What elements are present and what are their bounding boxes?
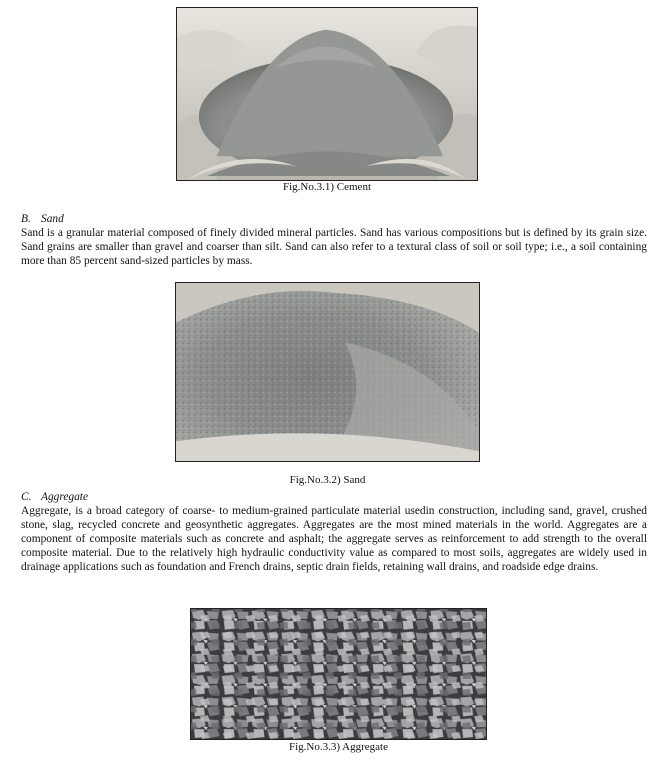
section-title: Sand [41,213,64,225]
figure-caption-cement: Fig.No.3.1) Cement [283,181,371,193]
section-body-aggregate: Aggregate, is a broad category of coarse- to medium-grained particulate material usedin construction, including sand, gravel, crushed stone, slag, recycled concrete and geosynthetic aggregates. Aggregates are the most mined materials in the world. Aggregates are a component of composite materials such as concrete and asphalt; the aggregate serves as reinforcement to add strength to the overall composite material. Due to the relatively high hydraulic conductivity value as compared to most soils, aggregates are widely used in drainage applications such as foundation and French drains, septic drain fields, retaining wall drains, and roadside edge drains. [21,505,647,573]
figure-caption-aggregate: Fig.No.3.3) Aggregate [289,741,388,753]
sand-figure-image [175,282,480,462]
section-letter: B. [21,213,31,225]
cement-figure-image [176,7,478,181]
figure-caption-sand: Fig.No.3.2) Sand [289,474,366,486]
section-heading-sand [21,212,64,226]
section-title: Aggregate [41,491,89,503]
section-body-sand: Sand is a granular material composed of finely divided mineral particles. Sand has various compositions but is defined by its grain size. Sand grains are smaller than gravel and coarser than silt. Sand can also refer to a textural class of soil or soil type; i.e., a soil containing more than 85 percent sand-sized particles by mass. [21,227,647,267]
section-heading-aggregate [21,490,88,504]
aggregate-figure-image [190,608,487,740]
section-letter: C. [21,491,32,503]
